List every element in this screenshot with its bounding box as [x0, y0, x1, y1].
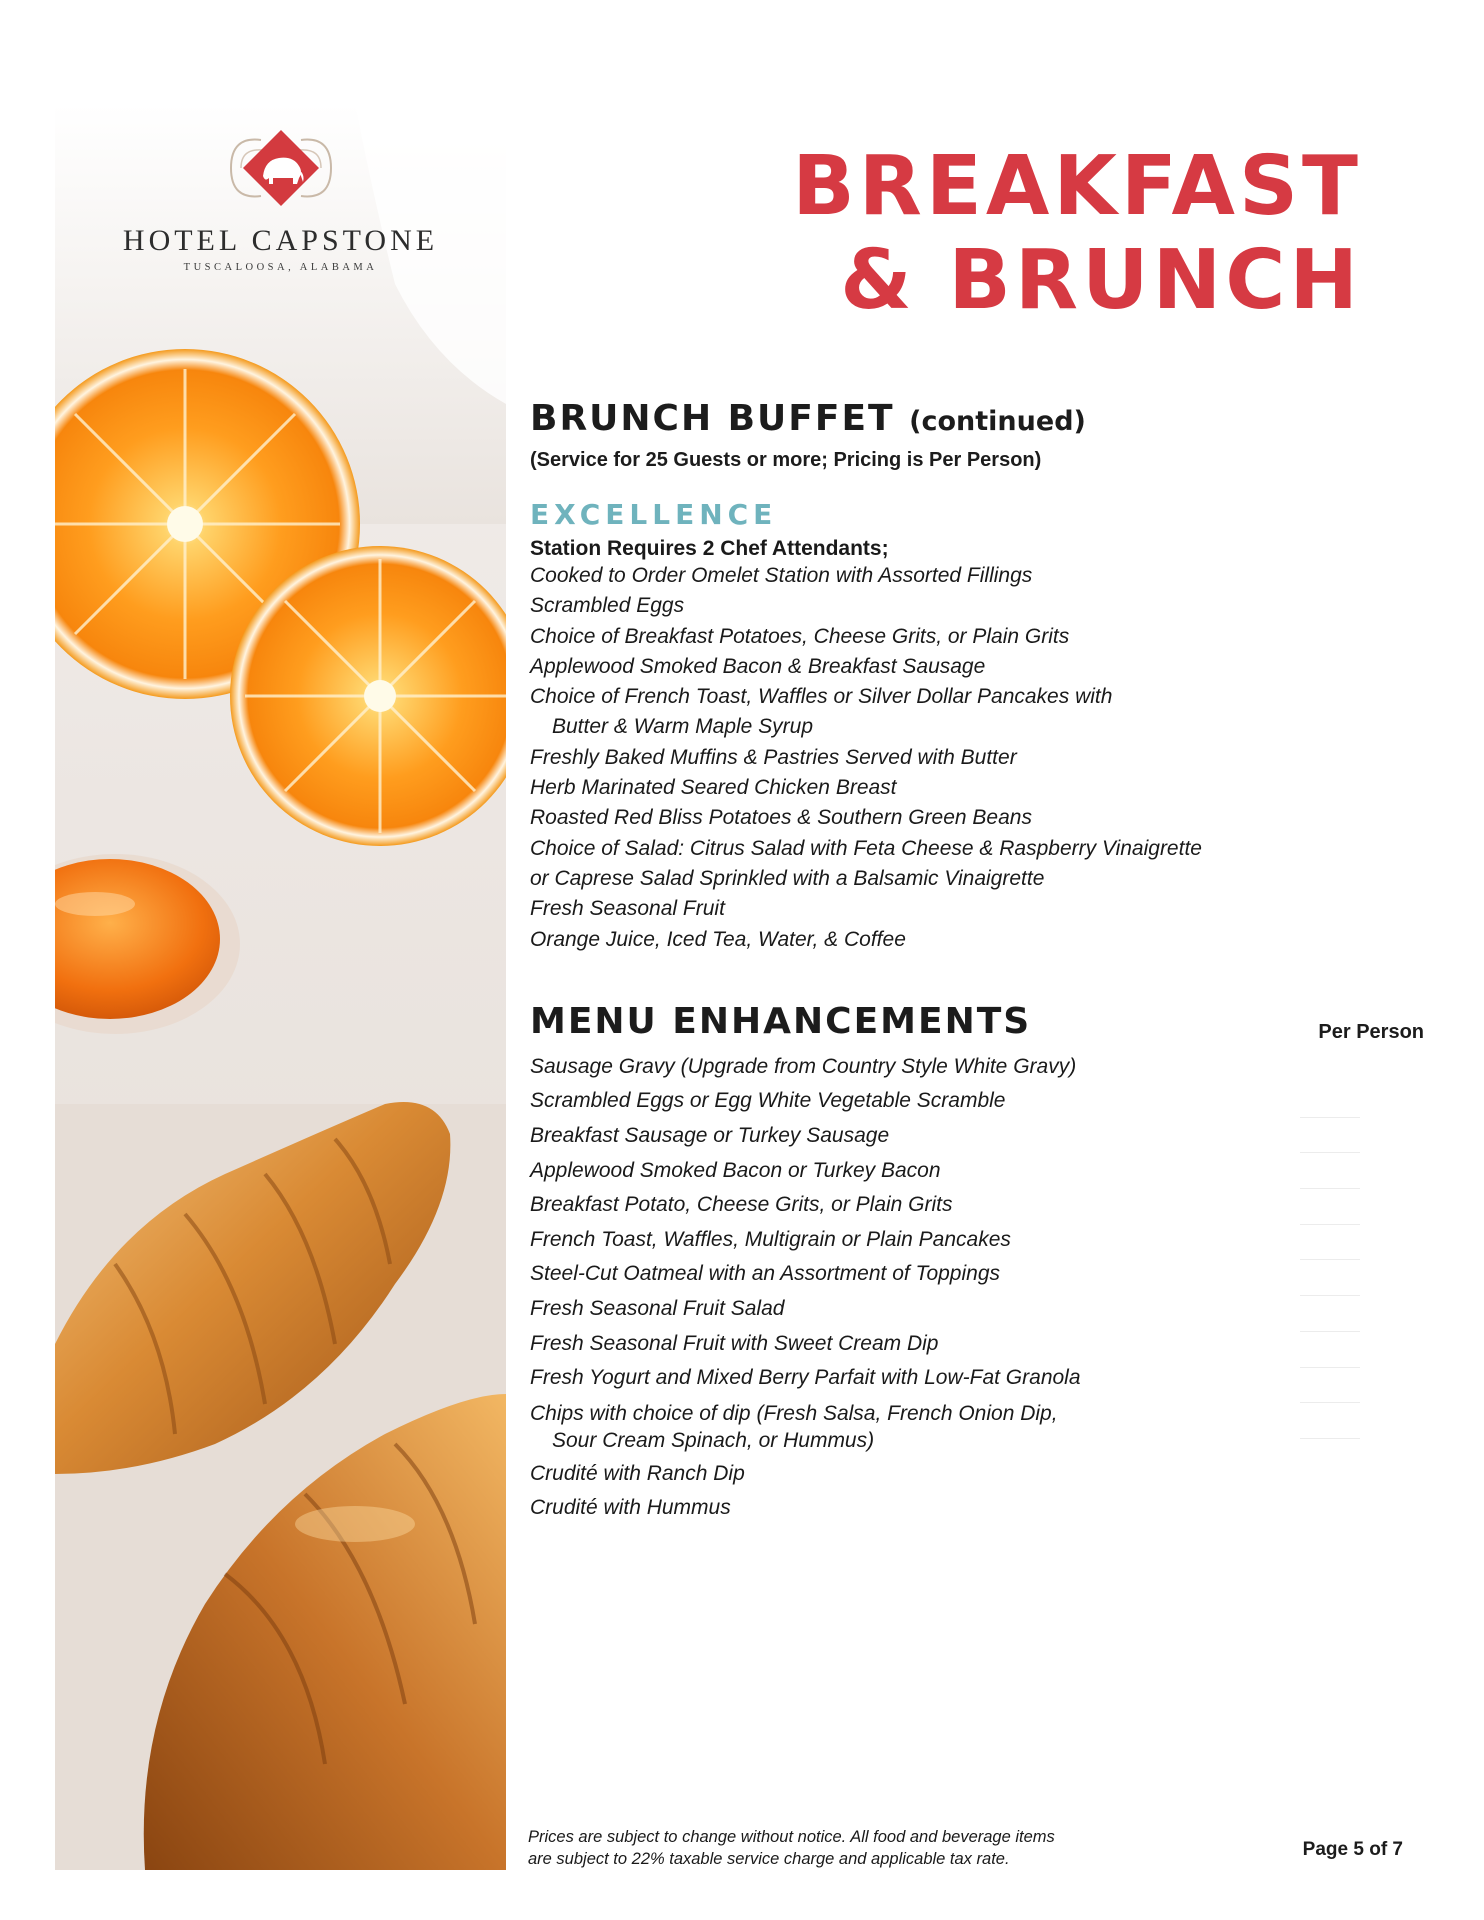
list-item: Scrambled Eggs [530, 594, 685, 618]
continued-label: (continued) [909, 406, 1086, 437]
brunch-buffet-title: BRUNCH BUFFET [530, 398, 895, 439]
page-title [792, 140, 1362, 328]
list-item: Applewood Smoked Bacon or Turkey Bacon [530, 1158, 941, 1182]
list-item: Fresh Seasonal Fruit [530, 897, 725, 921]
page-number: Page 5 of 7 [1302, 1839, 1403, 1860]
list-item: Fresh Yogurt and Mixed Berry Parfait with Low-Fat Granola [530, 1366, 1081, 1390]
title-line-1: BREAKFAST [792, 139, 1362, 234]
list-item: Freshly Baked Muffins & Pastries Served with Butter [530, 745, 1017, 769]
list-item: Sausage Gravy (Upgrade from Country Style White Gravy) [530, 1054, 1077, 1078]
list-item: Crudité with Ranch Dip [530, 1461, 745, 1485]
list-item [530, 712, 1390, 742]
list-item: Steel-Cut Oatmeal with an Assortment of Toppings [530, 1262, 1001, 1286]
list-item: Applewood Smoked Bacon & Breakfast Sausage [530, 654, 986, 678]
list-item: Choice of French Toast, Waffles or Silver Dollar Pancakes with [530, 685, 1113, 709]
brunch-buffet-heading [530, 398, 1390, 439]
list-item-continuation: Sour Cream Spinach, or Hummus) [552, 1428, 875, 1452]
price-line [1300, 1225, 1360, 1261]
hotel-location: TUSCALOOSA, ALABAMA [183, 262, 378, 273]
list-item: Choice of Breakfast Potatoes, Cheese Grits, or Plain Grits [530, 624, 1070, 648]
list-item: French Toast, Waffles, Multigrain or Plain Pancakes [530, 1227, 1011, 1251]
menu-content [530, 398, 1424, 1526]
list-item: Cooked to Order Omelet Station with Assorted Fillings [530, 564, 1033, 587]
list-item: Scrambled Eggs or Egg White Vegetable Scramble [530, 1089, 1006, 1113]
service-note: (Service for 25 Guests or more; Pricing is Per Person) [530, 449, 1042, 471]
elephant-icon [211, 126, 351, 210]
price-line [1300, 1368, 1360, 1404]
tier-name: EXCELLENCE [530, 498, 778, 531]
footer-note [528, 1826, 1168, 1870]
menu-enhancements-title: MENU ENHANCEMENTS [530, 1000, 1032, 1042]
footer-note-line-1: Prices are subject to change without notice. All food and beverage items [528, 1828, 1055, 1846]
breakfast-illustration [55, 104, 506, 1870]
list-item: Fresh Seasonal Fruit with Sweet Cream Dip [530, 1331, 939, 1355]
price-line [1300, 1189, 1360, 1225]
list-item: Breakfast Potato, Cheese Grits, or Plain Grits [530, 1193, 953, 1217]
station-note: Station Requires 2 Chef Attendants; [530, 537, 889, 560]
list-item-text: Chips with choice of dip (Fresh Salsa, French Onion Dip, [530, 1401, 1058, 1425]
list-item: Breakfast Sausage or Turkey Sausage [530, 1124, 890, 1148]
list-item: Orange Juice, Iced Tea, Water, & Coffee [530, 927, 906, 951]
price-line [1300, 1332, 1360, 1368]
price-line [1300, 1082, 1360, 1118]
price-placeholder-lines [1300, 1082, 1360, 1439]
price-line [1300, 1153, 1360, 1189]
hotel-name: HOTEL CAPSTONE [122, 224, 439, 257]
breakfast-photo [55, 104, 506, 1870]
list-item: Fresh Seasonal Fruit Salad [530, 1297, 785, 1321]
price-line [1300, 1260, 1360, 1296]
enhancements-list [530, 1050, 1390, 1526]
list-item: Herb Marinated Seared Chicken Breast [530, 776, 897, 800]
enhancements-header [530, 1000, 1424, 1043]
price-line [1300, 1296, 1360, 1332]
list-item: Crudité with Hummus [530, 1496, 731, 1520]
hotel-logo [55, 126, 506, 273]
title-line-2: & BRUNCH [840, 233, 1362, 328]
brunch-items-list [530, 561, 1390, 955]
list-item: or Caprese Salad Sprinkled with a Balsamic Vinaigrette [530, 866, 1045, 890]
list-item: Choice of Salad: Citrus Salad with Feta Cheese & Raspberry Vinaigrette [530, 836, 1202, 860]
list-item: Roasted Red Bliss Potatoes & Southern Green Beans [530, 806, 1032, 830]
price-line [1300, 1403, 1360, 1439]
list-item-continuation: Butter & Warm Maple Syrup [552, 715, 814, 739]
price-line [1300, 1118, 1360, 1154]
list-item [530, 1396, 1390, 1457]
footer-note-line-2: are subject to 22% taxable service charge and applicable tax rate. [528, 1850, 1010, 1868]
per-person-label: Per Person [1318, 1020, 1424, 1043]
